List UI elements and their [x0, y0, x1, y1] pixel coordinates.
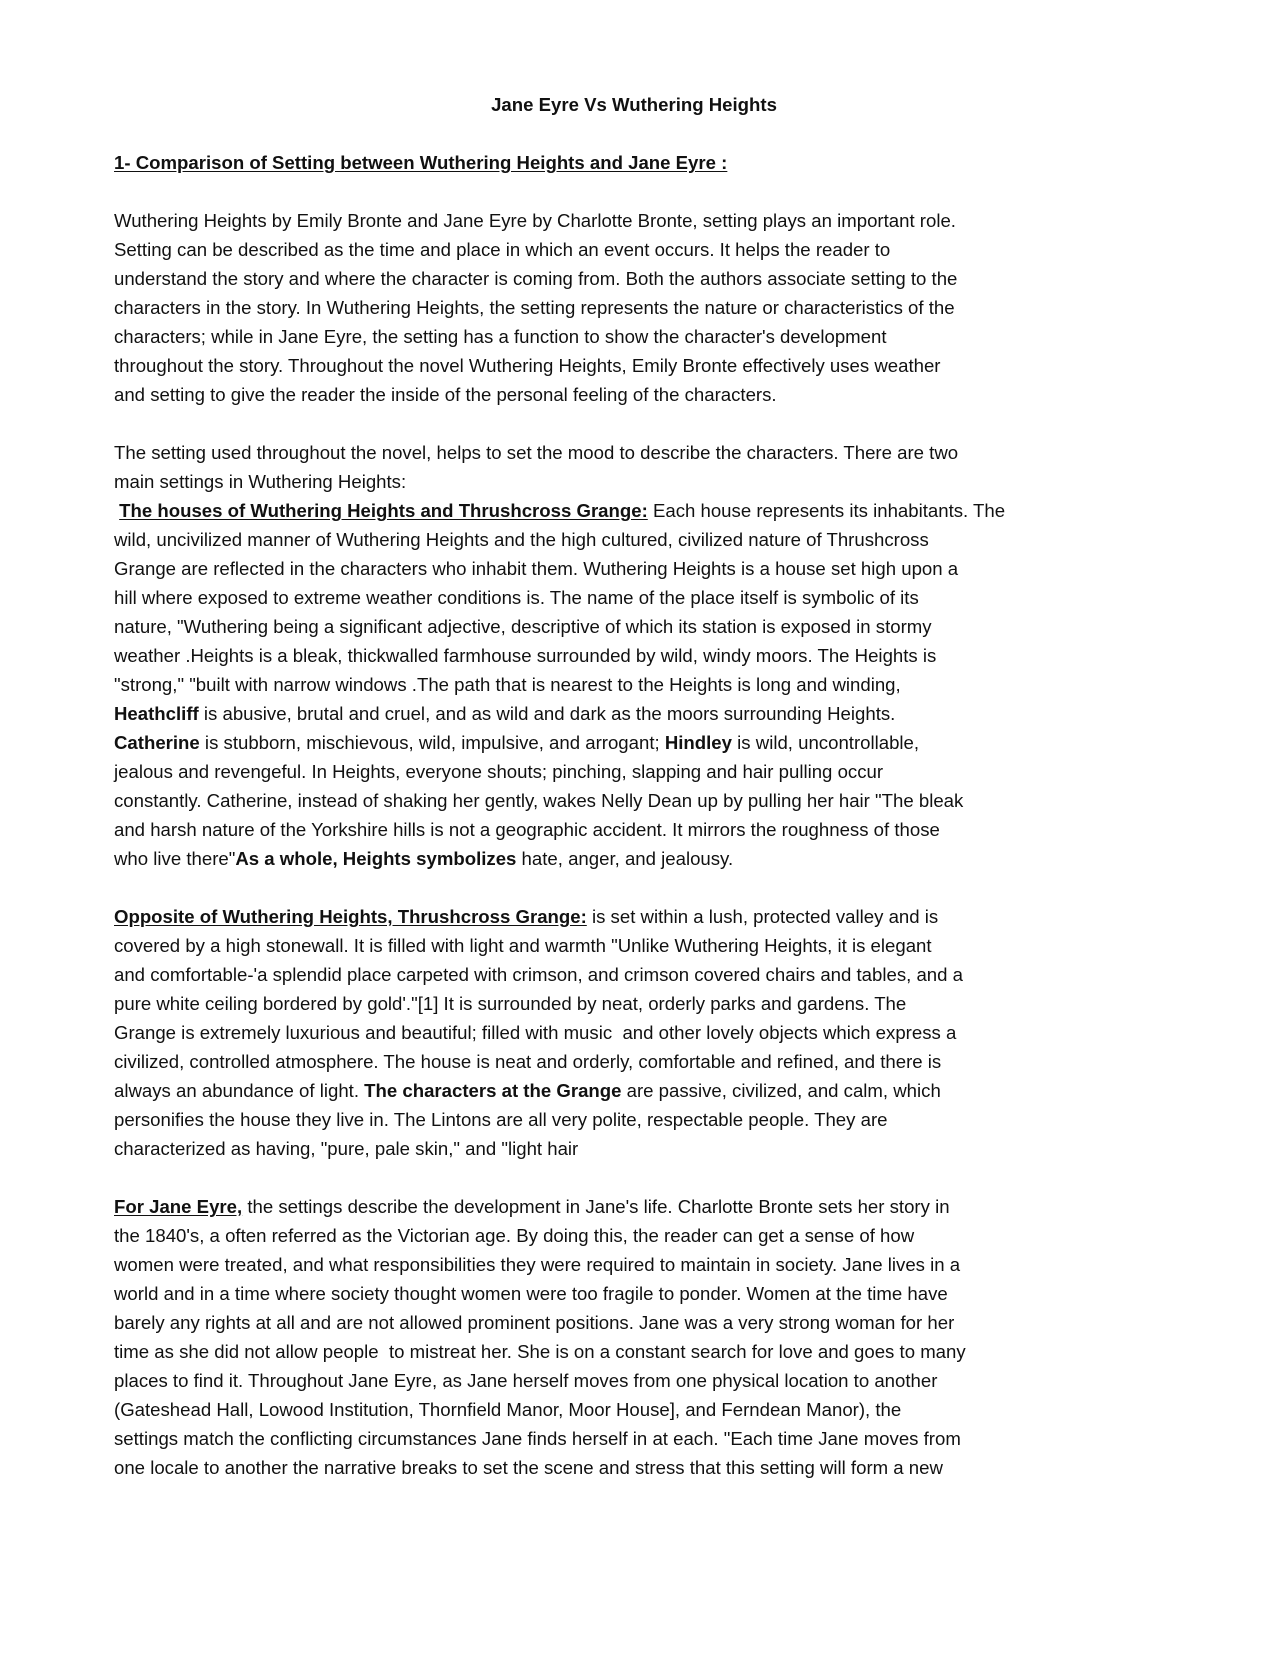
text-line: [114, 699, 1174, 728]
bold-text: Hindley: [664, 732, 732, 753]
text-line: [114, 931, 1174, 960]
text-line: [114, 960, 1174, 989]
text-run: is set within a lush, protected valley and is: [586, 906, 939, 927]
text-line: [114, 1395, 1174, 1424]
text-line: [114, 815, 1174, 844]
text-run: main settings in Wuthering Heights:: [114, 471, 407, 492]
text-run: the settings describe the development in Jane's life. Charlotte Bronte sets her story in: [242, 1196, 950, 1217]
paragraph: [114, 438, 1174, 873]
text-run: characters; while in Jane Eyre, the setting has a function to show the character's development: [114, 326, 887, 347]
text-line: [114, 293, 1174, 322]
text-run: civilized, controlled atmosphere. The house is neat and orderly, comfortable and refined, and there is: [114, 1051, 942, 1072]
bold-text: Catherine: [114, 732, 200, 753]
text-line: [114, 1192, 1174, 1221]
text-run: Grange are reflected in the characters who inhabit them. Wuthering Heights is a house set high upon a: [114, 558, 959, 579]
text-run: Setting can be described as the time and place in which an event occurs. It helps the reader to: [114, 239, 891, 260]
text-run: "strong," "built with narrow windows .The path that is nearest to the Heights is long and winding,: [114, 674, 901, 695]
text-run: and comfortable-'a splendid place carpeted with crimson, and crimson covered chairs and tables, and a: [114, 964, 963, 985]
text-line: [114, 1453, 1174, 1482]
paragraph: [114, 1192, 1174, 1482]
paragraph: [114, 206, 1174, 409]
subheading-text: The houses of Wuthering Heights and Thrushcross Grange:: [119, 500, 648, 521]
text-line: [114, 1366, 1174, 1395]
text-run: understand the story and where the character is coming from. Both the authors associate setting to the: [114, 268, 958, 289]
text-line: [114, 235, 1174, 264]
text-run: (Gateshead Hall, Lowood Institution, Thornfield Manor, Moor House], and Ferndean Manor), the: [114, 1399, 902, 1420]
text-run: hill where exposed to extreme weather conditions is. The name of the place itself is symbolic of its: [114, 587, 919, 608]
text-run: who live there": [114, 848, 236, 869]
document-body: [114, 206, 1174, 1482]
text-line: [114, 786, 1174, 815]
text-line: [114, 206, 1174, 235]
text-run: hate, anger, and jealousy.: [516, 848, 734, 869]
text-run: barely any rights at all and are not allowed prominent positions. Jane was a very strong woman for her: [114, 1312, 955, 1333]
blank-line: [114, 119, 1174, 148]
text-run: Grange is extremely luxurious and beautiful; filled with music and other lovely objects which express a: [114, 1022, 957, 1043]
text-run: characters in the story. In Wuthering Heights, the setting represents the nature or characteristics of the: [114, 297, 955, 318]
text-run: weather .Heights is a bleak, thickwalled farmhouse surrounded by wild, windy moors. The Heights is: [114, 645, 937, 666]
text-line: [114, 1105, 1174, 1134]
text-run: Each house represents its inhabitants. The: [647, 500, 1006, 521]
text-line: [114, 1047, 1174, 1076]
text-line: [114, 496, 1174, 525]
text-line: [114, 1308, 1174, 1337]
bold-text: The characters at the Grange: [364, 1080, 622, 1101]
text-line: [114, 351, 1174, 380]
text-line: [114, 1250, 1174, 1279]
text-run: personifies the house they live in. The Lintons are all very polite, respectable people. They are: [114, 1109, 888, 1130]
paragraph: [114, 902, 1174, 1163]
text-line: [114, 438, 1174, 467]
text-line: [114, 1221, 1174, 1250]
text-run: wild, uncivilized manner of Wuthering Heights and the high cultured, civilized nature of Thrushcross: [114, 529, 929, 550]
text-line: [114, 264, 1174, 293]
text-line: [114, 380, 1174, 409]
text-run: pure white ceiling bordered by gold'."[1] It is surrounded by neat, orderly parks and gardens. The: [114, 993, 907, 1014]
text-run: and harsh nature of the Yorkshire hills is not a geographic accident. It mirrors the roughness of those: [114, 819, 940, 840]
text-line: [114, 554, 1174, 583]
text-run: nature, "Wuthering being a significant adjective, descriptive of which its station is exposed in stormy: [114, 616, 932, 637]
text-line: [114, 641, 1174, 670]
text-line: [114, 525, 1174, 554]
text-run: characterized as having, "pure, pale skin," and "light hair: [114, 1138, 579, 1159]
text-line: [114, 467, 1174, 496]
text-run: time as she did not allow people to mistreat her. She is on a constant search for love and goes to many: [114, 1341, 966, 1362]
text-run: women were treated, and what responsibilities they were required to maintain in society. Jane lives in a: [114, 1254, 961, 1275]
text-line: [114, 322, 1174, 351]
text-line: [114, 757, 1174, 786]
text-run: is stubborn, mischievous, wild, impulsive, and arrogant;: [199, 732, 665, 753]
blank-line: [114, 177, 1174, 206]
text-run: jealous and revengeful. In Heights, everyone shouts; pinching, slapping and hair pulling occur: [114, 761, 884, 782]
text-line: [114, 612, 1174, 641]
text-line: [114, 583, 1174, 612]
blank-line: [114, 409, 1174, 438]
text-run: always an abundance of light.: [114, 1080, 365, 1101]
text-run: The setting used throughout the novel, helps to set the mood to describe the characters. There are two: [114, 442, 959, 463]
text-line: [114, 1337, 1174, 1366]
text-run: world and in a time where society thought women were too fragile to ponder. Women at the time have: [114, 1283, 948, 1304]
text-line: [114, 1279, 1174, 1308]
text-run: the 1840's, a often referred as the Victorian age. By doing this, the reader can get a sense of how: [114, 1225, 915, 1246]
text-run: is wild, uncontrollable,: [732, 732, 920, 753]
text-line: [114, 1018, 1174, 1047]
text-run: throughout the story. Throughout the novel Wuthering Heights, Emily Bronte effectively uses weather: [114, 355, 941, 376]
text-run: are passive, civilized, and calm, which: [621, 1080, 941, 1101]
text-line: [114, 989, 1174, 1018]
blank-line: [114, 873, 1174, 902]
section-heading: 1- Comparison of Setting between Wuthering Heights and Jane Eyre :: [114, 152, 728, 173]
text-line: [114, 1134, 1174, 1163]
text-run: covered by a high stonewall. It is filled with light and warmth "Unlike Wuthering Heights, it is elegant: [114, 935, 932, 956]
text-run: settings match the conflicting circumstances Jane finds herself in at each. "Each time Jane moves from: [114, 1428, 961, 1449]
document-page: [114, 90, 1174, 1482]
text-run: places to find it. Throughout Jane Eyre, as Jane herself moves from one physical location to another: [114, 1370, 938, 1391]
document-title: Jane Eyre Vs Wuthering Heights: [491, 94, 777, 115]
subheading-text: For Jane Eyre,: [114, 1196, 243, 1217]
text-run: and setting to give the reader the inside of the personal feeling of the characters.: [114, 384, 777, 405]
text-line: [114, 670, 1174, 699]
text-line: [114, 902, 1174, 931]
text-line: [114, 844, 1174, 873]
text-run: one locale to another the narrative breaks to set the scene and stress that this setting will form a new: [114, 1457, 943, 1478]
text-line: [114, 728, 1174, 757]
bold-text: As a whole, Heights symbolizes: [235, 848, 517, 869]
text-run: constantly. Catherine, instead of shaking her gently, wakes Nelly Dean up by pulling her hair "The bleak: [114, 790, 964, 811]
blank-line: [114, 1163, 1174, 1192]
text-run: Wuthering Heights by Emily Bronte and Jane Eyre by Charlotte Bronte, setting plays an important role.: [114, 210, 956, 231]
subheading-text: Opposite of Wuthering Heights, Thrushcross Grange:: [114, 906, 587, 927]
text-line: [114, 1076, 1174, 1105]
text-run: is abusive, brutal and cruel, and as wild and dark as the moors surrounding Heights.: [198, 703, 896, 724]
bold-text: Heathcliff: [114, 703, 199, 724]
text-line: [114, 1424, 1174, 1453]
